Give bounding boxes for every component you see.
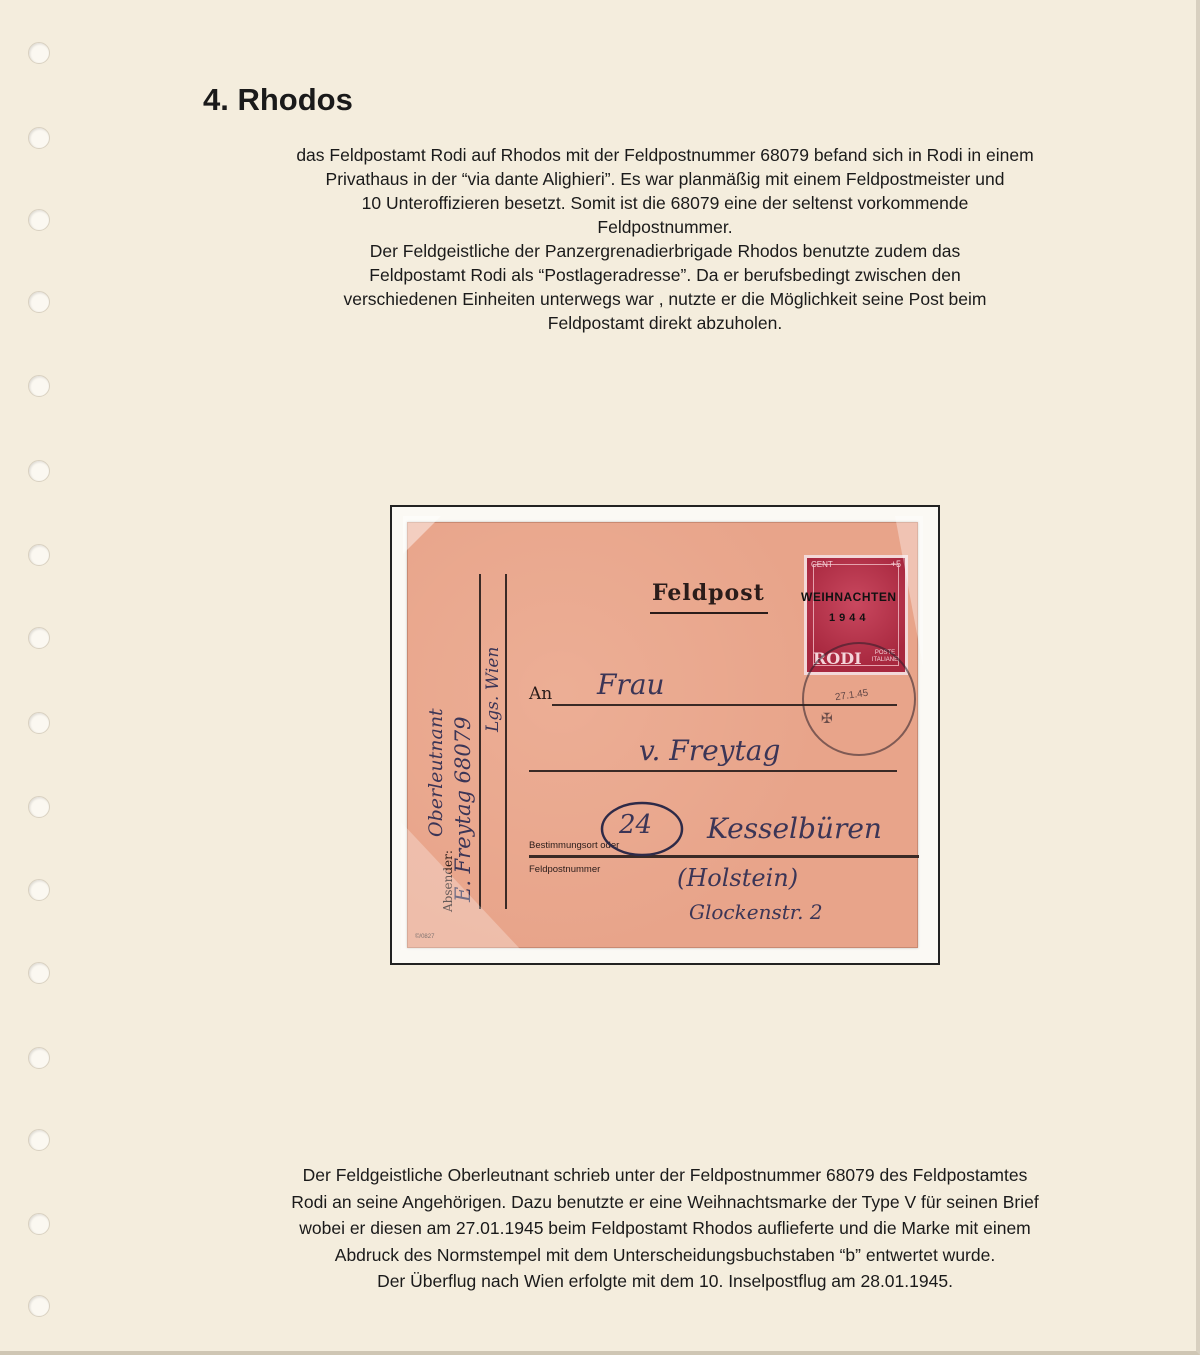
punch-hole <box>28 127 50 149</box>
recipient-handwriting: Frau <box>597 668 665 701</box>
page-title: 4. Rhodos <box>203 82 353 117</box>
description-text <box>160 1162 1170 1295</box>
stamp-value: +5 <box>890 559 901 569</box>
punch-hole <box>28 1213 50 1235</box>
stamp-country: RODI <box>813 649 862 668</box>
intro-line: Privathaus in der “via dante Alighieri”. Es war planmäßig mit einem Feldpostmeister und <box>325 169 1005 189</box>
intro-line: Feldpostamt direkt abzuholen. <box>547 313 783 333</box>
punch-hole <box>28 879 50 901</box>
mount-corner-icon <box>895 516 935 676</box>
punch-hole <box>28 1129 50 1151</box>
description-line: Der Feldgeistliche Oberleutnant schrieb unter der Feldpostnummer 68079 des Feldpostamtes <box>302 1165 1028 1185</box>
stamp-overprint: WEIHNACHTEN <box>801 590 897 604</box>
description-line: wobei er diesen am 27.01.1945 beim Feldpostamt Rhodos auflieferte und die Marke mit einem <box>299 1218 1031 1238</box>
sender-handwriting: Oberleutnant <box>425 708 447 837</box>
intro-line: Der Feldgeistliche der Panzergrenadierbrigade Rhodos benutzte zudem das <box>369 241 961 261</box>
punch-hole <box>28 1047 50 1069</box>
recipient-postcode: 24 <box>619 810 653 840</box>
intro-line: Feldpostamt Rodi als “Postlageradresse”. Da er berufsbedingt zwischen den <box>369 265 961 285</box>
punch-hole <box>28 627 50 649</box>
punch-hole <box>28 1295 50 1317</box>
address-line <box>529 855 919 858</box>
punch-hole <box>28 375 50 397</box>
recipient-handwriting: Glockenstr. 2 <box>689 900 823 924</box>
mount-corner-icon <box>403 516 443 556</box>
postmark-date: 27.1.45 <box>834 687 869 704</box>
punch-hole <box>28 712 50 734</box>
sender-handwriting: Lgs. Wien <box>483 646 503 732</box>
stamp-poste: POSTE ITALIANE <box>871 650 899 663</box>
description-line: Rodi an seine Angehörigen. Dazu benutzte er eine Weihnachtsmarke der Type V für seinen Brief <box>291 1191 1039 1212</box>
sender-handwriting: E. Freytag 68079 <box>451 716 475 902</box>
punch-hole <box>28 460 50 482</box>
punch-hole <box>28 962 50 984</box>
punch-hole <box>28 42 50 64</box>
stamp-cent: CENT <box>811 560 833 569</box>
intro-line: verschiedenen Einheiten unterwegs war , nutzte er die Möglichkeit seine Post beim <box>343 289 987 309</box>
feldpostnummer-label: Feldpostnummer <box>529 864 601 875</box>
intro-line: 10 Unteroffizieren besetzt. Somit ist die 68079 eine der seltenst vorkommende <box>361 193 969 213</box>
punch-hole <box>28 209 50 231</box>
an-label: An <box>529 684 553 704</box>
intro-line: Feldpostnummer. <box>597 217 733 237</box>
recipient-handwriting: (Holstein) <box>677 864 799 892</box>
intro-text <box>160 143 1170 335</box>
destination-label: Bestimmungsort oder <box>529 840 620 851</box>
punch-hole <box>28 544 50 566</box>
description-line: Abdruck des Normstempel mit dem Unterscheidungsbuchstaben “b” entwertet wurde. <box>334 1244 996 1265</box>
feldpost-cover <box>407 522 918 948</box>
feldpost-heading: Feldpost <box>652 580 765 606</box>
eagle-cancel-icon: ✠ <box>821 710 833 726</box>
description-line: Der Überflug nach Wien erfolgte mit dem 10. Inselpostflug am 28.01.1945. <box>377 1271 953 1291</box>
punch-hole <box>28 291 50 313</box>
stamp-year: 1944 <box>829 612 870 624</box>
address-line <box>529 770 897 772</box>
heading-underline <box>650 612 768 614</box>
recipient-handwriting: v. Freytag <box>639 734 781 767</box>
mount-corner-icon <box>401 822 531 952</box>
punch-hole <box>28 796 50 818</box>
intro-line: das Feldpostamt Rodi auf Rhodos mit der Feldpostnummer 68079 befand sich in Rodi in einem <box>296 145 1034 165</box>
recipient-handwriting: Kesselbüren <box>707 812 882 845</box>
